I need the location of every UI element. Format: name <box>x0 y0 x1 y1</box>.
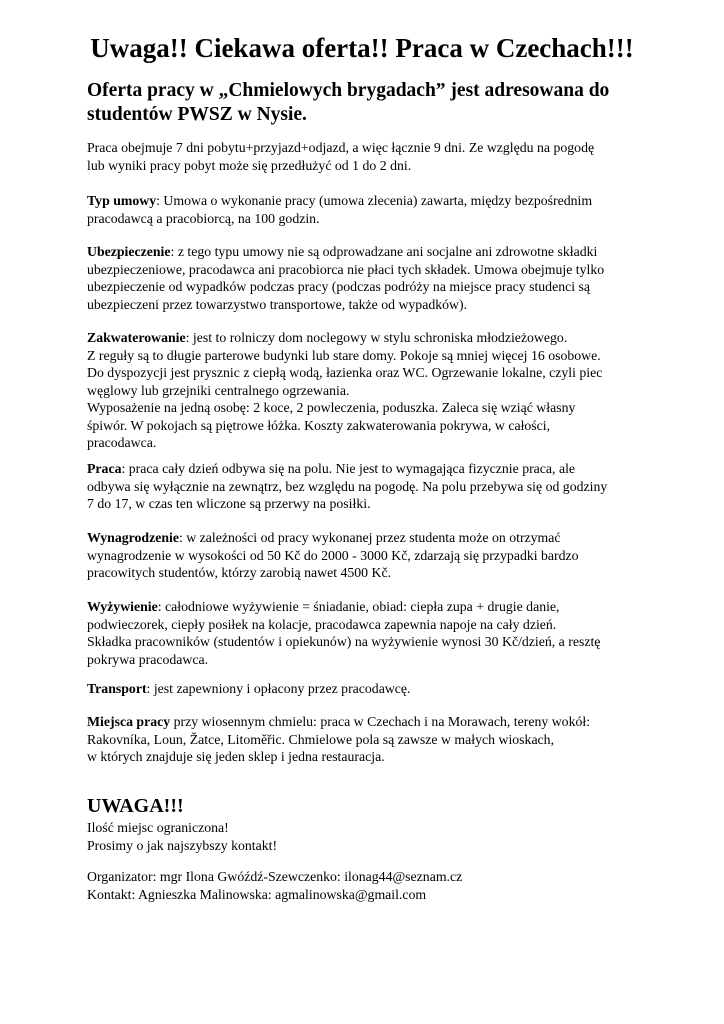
paragraph-line: Wyżywienie: całodniowe wyżywienie = śniadanie, obiad: ciepła zupa + drugie danie, <box>87 599 560 614</box>
transport-section <box>87 680 687 698</box>
paragraph-line: Praca obejmuje 7 dni pobytu+przyjazd+odjazd, a więc łącznie 9 dni. Ze względu na pogodę <box>87 140 595 155</box>
paragraph-line: Ubezpieczenie: z tego typu umowy nie są odprowadzane ani socjalne ani zdrowotne składki <box>87 244 598 259</box>
section-label: Transport <box>87 681 147 696</box>
section-label: Zakwaterowanie <box>87 330 186 345</box>
paragraph-line: Ilość miejsc ograniczona! <box>87 820 229 835</box>
section-label: Ubezpieczenie <box>87 244 171 259</box>
paragraph-line: Typ umowy: Umowa o wykonanie pracy (umowa zlecenia) zawarta, między bezpośrednim <box>87 193 593 208</box>
contact-person: Kontakt: Agnieszka Malinowska: agmalinowska@gmail.com <box>87 886 427 902</box>
work-section <box>87 460 687 513</box>
paragraph-line: węglowy lub grzejniki centralnego ogrzewania. <box>87 382 350 398</box>
salary-section <box>87 529 687 582</box>
warning-heading: UWAGA!!! <box>87 795 184 817</box>
contact-block <box>87 868 687 903</box>
section-label: Praca <box>87 461 122 476</box>
paragraph-line: ubezpieczenie od wypadków podczas pracy (podczas podróży na miejsce pracy studenci są <box>87 279 590 294</box>
subtitle-line: Oferta pracy w „Chmielowych brygadach” jest adresowana do <box>87 80 610 101</box>
section-label: Wynagrodzenie <box>87 530 179 545</box>
paragraph-line: pracodawca. <box>87 435 157 450</box>
subtitle-line: studentów PWSZ w Nysie. <box>87 104 307 125</box>
meals-section <box>87 598 687 668</box>
section-label: Typ umowy <box>87 193 157 208</box>
paragraph-line: odbywa się wyłącznie na zewnątrz, bez względu na pogodę. Na polu przebywa się od godziny <box>87 478 608 494</box>
accommodation-section <box>87 329 687 452</box>
paragraph-line: pracodawcą a pracobiorcą, na 100 godzin. <box>87 210 320 226</box>
paragraph-line: wynagrodzenie w wysokości od 50 Kč do 2000 - 3000 Kč, zdarzają się przypadki bardzo <box>87 547 579 563</box>
paragraph-line: Prosimy o jak najszybszy kontakt! <box>87 837 278 853</box>
paragraph-line: Wyposażenie na jedną osobę: 2 koce, 2 powleczenia, poduszka. Zaleca się wziąć własny <box>87 400 576 415</box>
insurance-section <box>87 243 687 313</box>
contact-organizer: Organizator: mgr Ilona Gwóźdź-Szewczenko: ilonag44@seznam.cz <box>87 869 463 884</box>
page-title: Uwaga!! Ciekawa oferta!! Praca w Czechach!!! <box>90 33 634 63</box>
paragraph-line: Z reguły są to długie parterowe budynki lub stare domy. Pokoje są mniej więcej 16 osobowe. <box>87 347 601 363</box>
subtitle <box>87 79 647 127</box>
paragraph-line: Do dyspozycji jest prysznic z ciepłą wodą, łazienka oraz WC. Ogrzewanie lokalne, czyli piec <box>87 365 603 380</box>
paragraph-line: ubezpieczeni przez towarzystwo transportowe, także od wypadków). <box>87 296 468 312</box>
section-label: Miejsca pracy <box>87 714 171 729</box>
notice-block <box>87 819 687 854</box>
paragraph-line: Miejsca pracy przy wiosennym chmielu: praca w Czechach i na Morawach, tereny wokół: <box>87 714 591 729</box>
paragraph-line: lub wyniki pracy pobyt może się przedłużyć od 1 do 2 dni. <box>87 157 412 173</box>
paragraph-line: podwieczorek, ciepły posiłek na kolacje, pracodawca zapewnia napoje na cały dzień. <box>87 616 557 632</box>
paragraph-line: Transport: jest zapewniony i opłacony przez pracodawcę. <box>87 681 411 696</box>
paragraph-line: ubezpieczeniowe, pracodawca ani pracobiorca nie płaci tych składek. Umowa obejmuje tylko <box>87 261 605 277</box>
intro-paragraph <box>87 139 687 174</box>
contract-type-section <box>87 192 687 227</box>
section-label: Wyżywienie <box>87 599 158 614</box>
paragraph-line: Praca: praca cały dzień odbywa się na polu. Nie jest to wymagająca fizycznie praca, ale <box>87 461 576 476</box>
workplaces-section <box>87 713 687 766</box>
paragraph-line: w których znajduje się jeden sklep i jedna restauracja. <box>87 749 385 764</box>
paragraph-line: pokrywa pracodawca. <box>87 651 209 667</box>
paragraph-line: pracowitych studentów, którzy zarobią nawet 4500 Kč. <box>87 565 392 580</box>
paragraph-line: śpiwór. W pokojach są piętrowe łóżka. Koszty zakwaterowania pokrywa, w całości, <box>87 417 551 433</box>
paragraph-line: Rakovníka, Loun, Žatce, Litoměřic. Chmielowe pola są zawsze w małych wioskach, <box>87 731 555 747</box>
paragraph-line: Wynagrodzenie: w zależności od pracy wykonanej przez studenta może on otrzymać <box>87 530 561 545</box>
paragraph-line: 7 do 17, w czas ten wliczone są przerwy na posiłki. <box>87 496 371 511</box>
paragraph-line: Zakwaterowanie: jest to rolniczy dom noclegowy w stylu schroniska młodzieżowego. <box>87 330 568 345</box>
paragraph-line: Składka pracowników (studentów i opiekunów) na wyżywienie wynosi 30 Kč/dzień, a resztę <box>87 634 601 649</box>
